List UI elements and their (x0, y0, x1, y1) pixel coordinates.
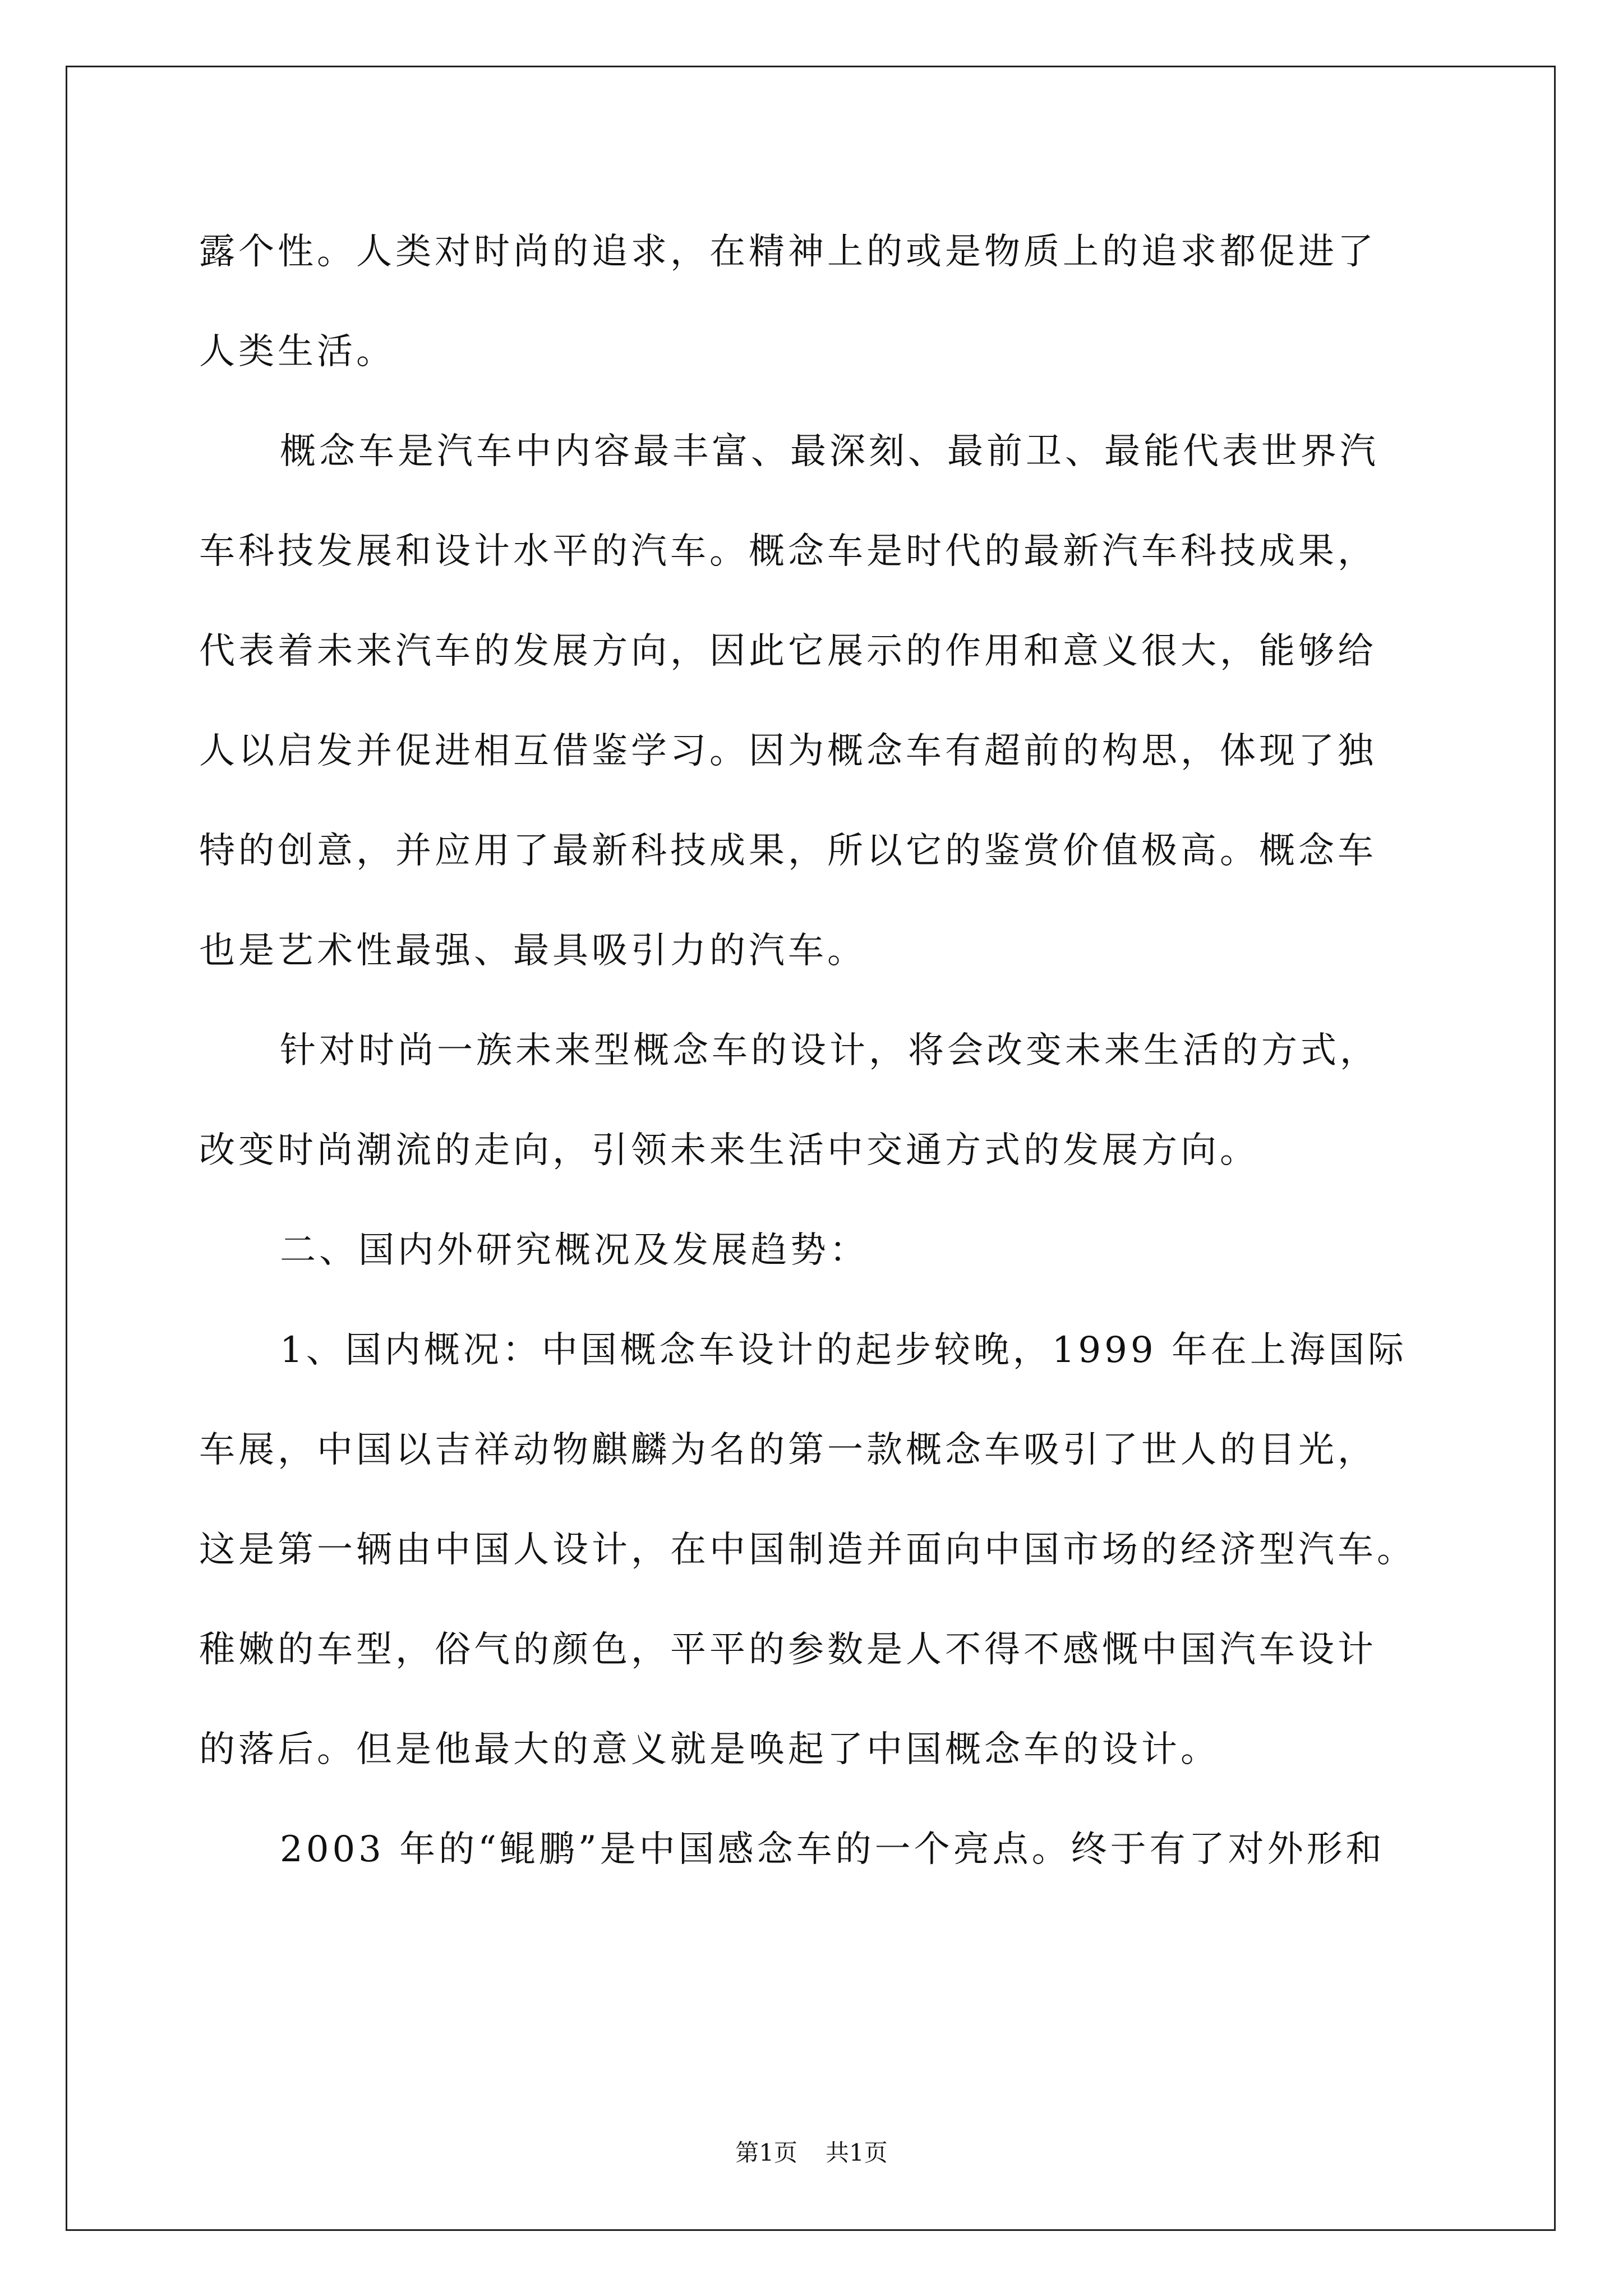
text-line: 概念车是汽车中内容最丰富、最深刻、最前卫、最能代表世界汽 (280, 431, 1379, 472)
section-heading: 二、国内外研究概况及发展趋势： (280, 1230, 869, 1271)
page-number-current: 第1页 (735, 2139, 797, 2166)
document-body (199, 202, 1433, 1899)
text-line: 的落后。但是他最大的意义就是唤起了中国概念车的设计。 (199, 1729, 1220, 1770)
text-line: 人类生活。 (199, 331, 395, 372)
text-line: 稚嫩的车型，俗气的颜色，平平的参数是人不得不感慨中国汽车设计 (199, 1629, 1377, 1671)
text-line: 代表着未来汽车的发展方向，因此它展示的作用和意义很大，能够给 (199, 631, 1377, 672)
text-line: 特的创意，并应用了最新科技成果，所以它的鉴赏价值极高。概念车 (199, 830, 1377, 872)
page-footer (0, 2137, 1623, 2169)
page-number-total: 共1页 (826, 2139, 888, 2166)
text-line: 露个性。人类对时尚的追求，在精神上的或是物质上的追求都促进了 (199, 231, 1377, 273)
text-line: 针对时尚一族未来型概念车的设计，将会改变未来生活的方式， (280, 1030, 1379, 1071)
text-line: 2003 年的“鲲鹏”是中国感念车的一个亮点。终于有了对外形和 (280, 1829, 1385, 1870)
text-line: 这是第一辆由中国人设计，在中国制造并面向中国市场的经济型汽车。 (199, 1529, 1416, 1571)
text-line: 也是艺术性最强、最具吸引力的汽车。 (199, 930, 866, 972)
text-line: 1、国内概况：中国概念车设计的起步较晚，1999 年在上海国际 (280, 1329, 1407, 1371)
text-line: 人以启发并促进相互借鉴学习。因为概念车有超前的构思，体现了独 (199, 730, 1377, 772)
text-line: 车科技发展和设计水平的汽车。概念车是时代的最新汽车科技成果， (199, 531, 1377, 572)
text-line: 车展，中国以吉祥动物麒麟为名的第一款概念车吸引了世人的目光， (199, 1429, 1377, 1471)
text-line: 改变时尚潮流的走向，引领未来生活中交通方式的发展方向。 (199, 1130, 1259, 1171)
